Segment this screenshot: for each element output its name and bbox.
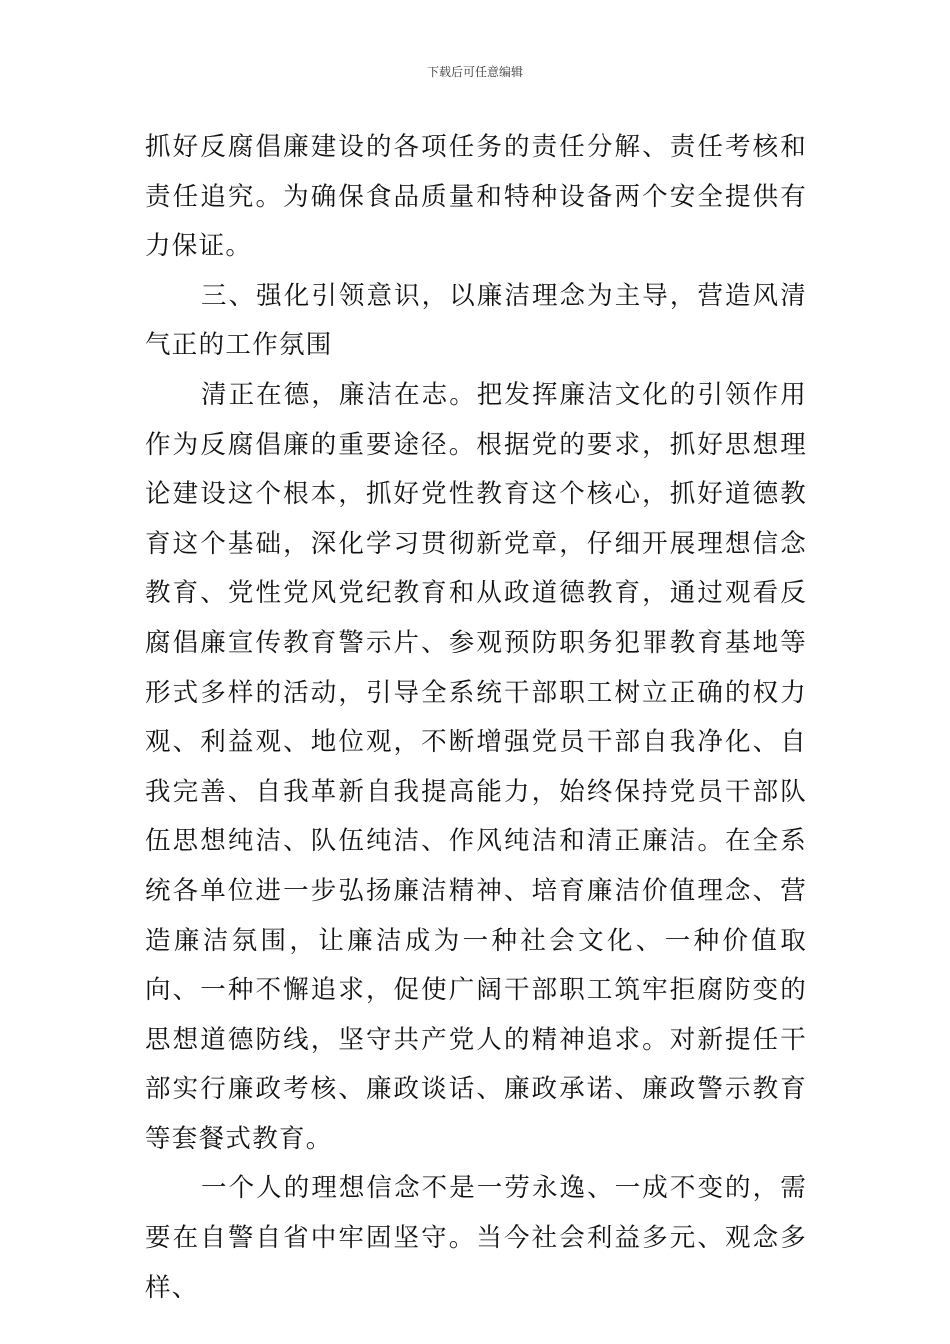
document-body xyxy=(145,123,807,1313)
page-header-note: 下载后可任意编辑 xyxy=(426,65,523,79)
paragraph-body: 一个人的理想信念不是一劳永逸、一成不变的，需要在自警自省中牢固坚守。当今社会利益多元、观念多样、 xyxy=(145,1173,807,1303)
section-heading: 三、强化引领意识，以廉洁理念为主导，营造风清气正的工作氛围 xyxy=(145,280,807,361)
paragraph-body: 清正在德，廉洁在志。把发挥廉洁文化的引领作用作为反腐倡廉的重要途径。根据党的要求，抓好思想理论建设这个根本，抓好党性教育这个核心，抓好道德教育这个基础，深化学习贯彻新党章，仔细开展理想信念教育、党性党风党纪教育和从政道德教育，通过观看反腐倡廉宣传教育警示片、参观预防职务犯罪教育基地等形式多样的活动，引导全系统干部职工树立正确的权力观、利益观、地位观，不断增强党员干部自我净化、自我完善、自我革新自我提高能力，始终保持党员干部队伍思想纯洁、队伍纯洁、作风纯洁和清正廉洁。在全系统各单位进一步弘扬廉洁精神、培育廉洁价值理念、营造廉洁氛围，让廉洁成为一种社会文化、一种价值取向、一种不懈追求，促使广阔干部职工筑牢拒腐防变的思想道德防线，坚守共产党人的精神追求。对新提任干部实行廉政考核、廉政谈话、廉政承诺、廉政警示教育等套餐式教育。 xyxy=(145,379,807,1154)
paragraph-continuation: 抓好反腐倡廉建设的各项任务的责任分解、责任考核和责任追究。为确保食品质量和特种设备两个安全提供有力保证。 xyxy=(145,132,807,262)
